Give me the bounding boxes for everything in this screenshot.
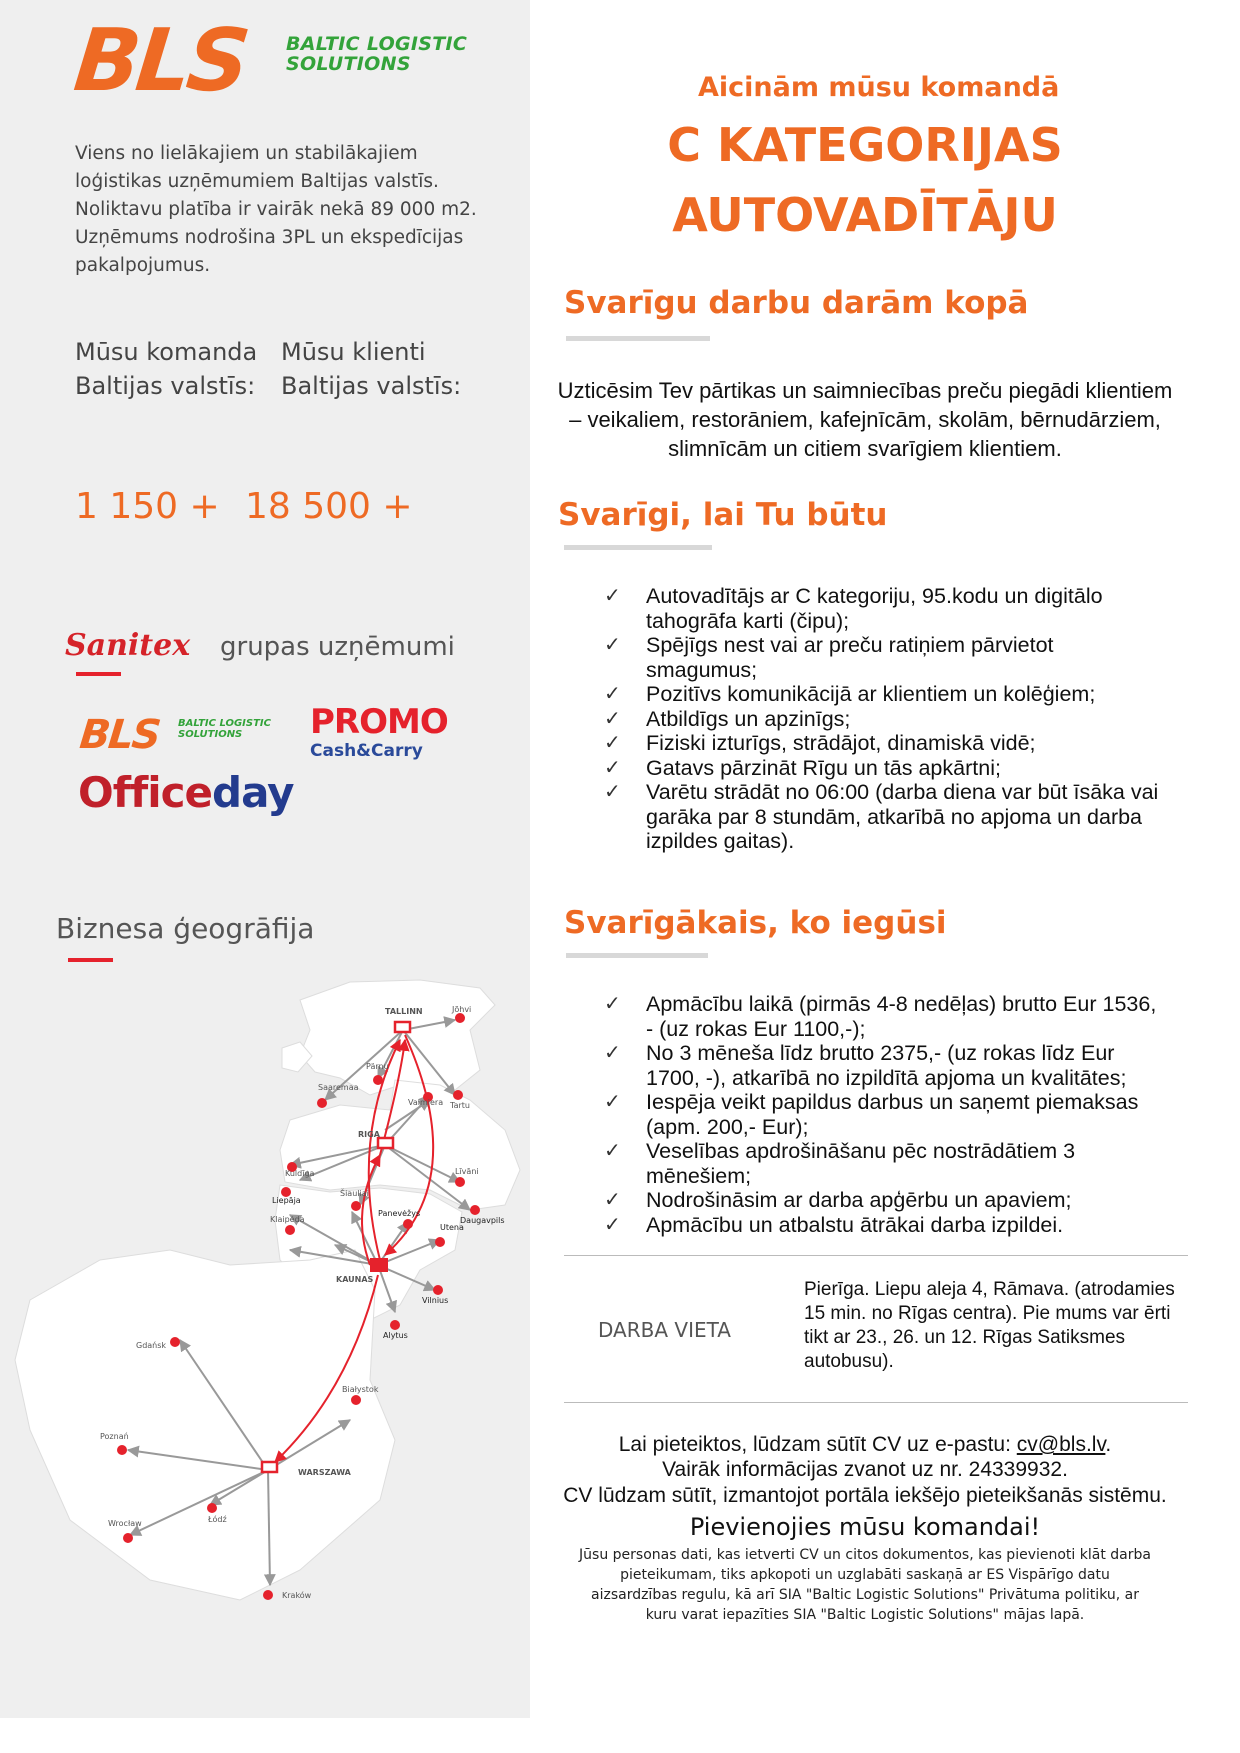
- list-item: [604, 1041, 1164, 1090]
- list-item: [604, 992, 1164, 1041]
- list-item: [604, 584, 1164, 633]
- check-icon: ✓: [604, 1091, 621, 1113]
- list-item-text: Autovadītājs ar C kategoriju, 95.kodu un digitālo tahogrāfa karti (čipu);: [646, 584, 1103, 633]
- map-label-siauliai: Šiauliai: [340, 1189, 369, 1198]
- group-divider: [76, 672, 121, 676]
- map-label-klaipeda: Klaipėda: [270, 1215, 305, 1224]
- privacy-notice: Jūsu personas dati, kas ietverti CV un citos dokumentos, kas pievienoti klāt darba pieteikumam, tiks apkopoti un uzglabāti saskaņā ar ES Vispārīgo datu aizsardzības regulu, kā arī SIA "Baltic Logistic Solutions" Privātuma politiku, ar kuru varat iepazīties SIA "Baltic Logistic Solutions" mājas lapā.: [579, 1547, 1151, 1623]
- clients-count: 18 500 +: [245, 486, 413, 527]
- list-item-text: No 3 mēneša līdz brutto 2375,- (uz rokas līdz Eur 1700, -), atkarībā no izpildītā apjoma un kvalitātes;: [646, 1041, 1127, 1090]
- bls-small-sub-line-1: BALTIC LOGISTIC: [178, 718, 271, 729]
- logo-sub-line-1: BALTIC LOGISTIC: [286, 33, 468, 55]
- email-link[interactable]: cv@bls.lv: [1016, 1433, 1106, 1456]
- list-item: [604, 1213, 1164, 1238]
- team-label-line-1: Mūsu komanda: [75, 338, 258, 366]
- section-benefits-title: Svarīgākais, ko iegūsi: [564, 905, 947, 941]
- sanitex-logo: Sanitex: [65, 628, 191, 663]
- map-label-kuldiga: Kuldīga: [285, 1169, 315, 1178]
- officeday-logo-part-1: Office: [78, 768, 213, 817]
- list-item-text: Fiziski izturīgs, strādājot, dinamiskā vidē;: [646, 731, 1036, 755]
- list-item: [604, 780, 1164, 854]
- list-item-text: Apmācību un atbalstu ātrākai darba izpildei.: [646, 1212, 1064, 1237]
- map-label-lodz: Łódź: [208, 1515, 227, 1524]
- bls-small-logo: BLS: [77, 712, 162, 758]
- check-icon: ✓: [604, 756, 621, 779]
- apply-line-2: Vairāk informācijas zvanot uz nr. 24339932.: [662, 1458, 1068, 1481]
- section-requirements-underline: [564, 545, 712, 550]
- map-label-wroclaw: Wrocław: [108, 1519, 142, 1528]
- section-work-together-text: Uzticēsim Tev pārtikas un saimniecības preču piegādi klientiem – veikaliem, restorāniem, kafejnīcām, skolām, bērnudārziem, slimnīcām un citiem svarīgiem klientiem.: [557, 378, 1173, 461]
- section-work-together-underline: [566, 336, 710, 341]
- apply-suffix: .: [1105, 1433, 1112, 1456]
- team-count: 1 150 +: [75, 486, 220, 527]
- list-item: [604, 707, 1164, 732]
- group-companies-label: grupas uzņēmumi: [220, 632, 455, 662]
- team-label: [75, 335, 257, 403]
- map-label-riga: RIGA: [358, 1130, 380, 1139]
- requirements-list: [604, 584, 1164, 854]
- list-item-text: Gatavs pārzināt Rīgu un tās apkārtni;: [646, 755, 1001, 780]
- join-team-heading: Pievienojies mūsu komandai!: [689, 1513, 1041, 1541]
- map-label-johvi: Jõhvi: [452, 1005, 472, 1014]
- bls-logo-subtitle: [286, 34, 467, 74]
- geography-title: Biznesa ģeogrāfija: [56, 912, 315, 945]
- map-label-parnu: Pärnu: [366, 1062, 389, 1071]
- check-icon: ✓: [604, 1140, 621, 1162]
- workplace-text: Pierīga. Liepu aleja 4, Rāmava. (atrodamies 15 min. no Rīgas centra). Pie mums var ērti tikt ar 23., 26. un 12. Rīgas Satiksmes autobusu).: [804, 1279, 1175, 1372]
- list-item: [604, 1188, 1164, 1213]
- check-icon: ✓: [604, 781, 621, 803]
- officeday-logo: [78, 768, 294, 817]
- map-label-saaremaa: Saaremaa: [318, 1083, 359, 1092]
- list-item-text: Varētu strādāt no 06:00 (darba diena var būt īsāka vai garāka par 8 stundām, atkarībā no apjoma un darba izpildes gaitas).: [646, 780, 1159, 853]
- benefits-list: [604, 992, 1164, 1237]
- list-item-text: Nodrošināsim ar darba apģērbu un apaviem;: [646, 1188, 1072, 1212]
- list-item-text: Veselības apdrošināšanu pēc nostrādātiem 3 mēnešiem;: [646, 1139, 1076, 1188]
- list-item-text: Iespēja veikt papildus darbus un saņemt piemaksas (apm. 200,- Eur);: [646, 1090, 1139, 1139]
- business-geography-map: [0, 960, 530, 1620]
- officeday-logo-part-2: day: [212, 768, 294, 817]
- map-label-utena: Utena: [440, 1223, 464, 1232]
- clients-label: [281, 335, 461, 403]
- map-label-warszawa: WARSZAWA: [298, 1468, 351, 1477]
- bls-logo: BLS: [69, 11, 251, 111]
- company-intro: Viens no lielākajiem un stabilākajiem loģistikas uzņēmumiem Baltijas valstīs. Noliktavu platība ir vairāk nekā 89 000 m2. Uzņēmums nodrošina 3PL un ekspedīcijas pakalpojumus.: [75, 143, 477, 276]
- map-label-valmiera: Valmiera: [408, 1098, 444, 1107]
- bls-small-sub-line-2: SOLUTIONS: [178, 729, 243, 740]
- list-item-text: Atbildīgs un apzinīgs;: [646, 706, 851, 731]
- header-invite: Aicinām mūsu komandā: [698, 72, 1060, 103]
- list-item: [604, 682, 1164, 707]
- map-label-daugavpils: Daugavpils: [460, 1216, 505, 1225]
- map-label-kaunas: KAUNAS: [336, 1275, 374, 1284]
- header-category: C KATEGORIJAS: [667, 118, 1063, 172]
- section-requirements-title: Svarīgi, lai Tu būtu: [558, 497, 888, 533]
- list-item: [604, 633, 1164, 682]
- check-icon: ✓: [604, 634, 621, 656]
- logo-sub-line-2: SOLUTIONS: [286, 53, 411, 75]
- map-label-tartu: Tartu: [450, 1101, 470, 1110]
- team-label-line-2: Baltijas valstīs:: [75, 372, 256, 400]
- section-benefits-underline: [566, 953, 708, 958]
- check-icon: ✓: [604, 732, 621, 754]
- list-item-text: Pozitīvs komunikācijā ar klientiem un kolēģiem;: [646, 682, 1096, 706]
- check-icon: ✓: [604, 585, 621, 607]
- map-label-alytus: Alytus: [383, 1331, 408, 1340]
- check-icon: ✓: [604, 683, 621, 705]
- workplace-label: DARBA VIETA: [598, 1318, 731, 1342]
- clients-label-line-1: Mūsu klienti: [281, 338, 426, 366]
- promo-logo: PROMO: [310, 702, 448, 742]
- map-label-tallinn: TALLINN: [385, 1007, 423, 1016]
- list-item: [604, 756, 1164, 781]
- poland-shape: [15, 1250, 395, 1600]
- map-label-poznan: Poznań: [100, 1432, 129, 1441]
- clients-label-line-2: Baltijas valstīs:: [281, 372, 462, 400]
- workplace-divider-top: [564, 1255, 1188, 1256]
- check-icon: ✓: [604, 707, 621, 730]
- header-position: AUTOVADĪTĀJU: [672, 188, 1058, 242]
- map-label-bialystok: Białystok: [342, 1385, 379, 1394]
- map-label-livani: Līvāni: [455, 1167, 479, 1176]
- list-item-text: Spējīgs nest vai ar preču ratiņiem pārvietot smagumus;: [646, 633, 1054, 682]
- apply-prefix: Lai pieteiktos, lūdzam sūtīt CV uz e-pastu:: [618, 1433, 1017, 1456]
- check-icon: ✓: [604, 993, 621, 1015]
- map-label-vilnius: Vilnius: [422, 1296, 449, 1305]
- map-label-panevezys: Panevėžys: [378, 1209, 421, 1218]
- estonia-shape: [300, 980, 495, 1095]
- check-icon: ✓: [604, 1213, 621, 1236]
- check-icon: ✓: [604, 1042, 621, 1064]
- list-item: [604, 1139, 1164, 1188]
- apply-line-3: CV lūdzam sūtīt, izmantojot portāla iekšējo pieteikšanās sistēmu.: [563, 1484, 1167, 1507]
- list-item-text: Apmācību laikā (pirmās 4-8 nedēļas) brutto Eur 1536, - (uz rokas Eur 1100,-);: [646, 992, 1157, 1041]
- workplace-divider-bottom: [564, 1402, 1188, 1403]
- map-label-liepaja: Liepāja: [272, 1196, 301, 1205]
- list-item: [604, 731, 1164, 756]
- bls-small-logo-subtitle: [178, 718, 271, 740]
- list-item: [604, 1090, 1164, 1139]
- map-label-krakow: Kraków: [282, 1591, 312, 1600]
- check-icon: ✓: [604, 1189, 621, 1211]
- apply-line-1: [550, 1433, 1180, 1457]
- map-label-gdansk: Gdańsk: [136, 1341, 167, 1350]
- section-work-together-title: Svarīgu darbu darām kopā: [564, 285, 1029, 321]
- promo-logo-subtitle: Cash&Carry: [310, 741, 423, 761]
